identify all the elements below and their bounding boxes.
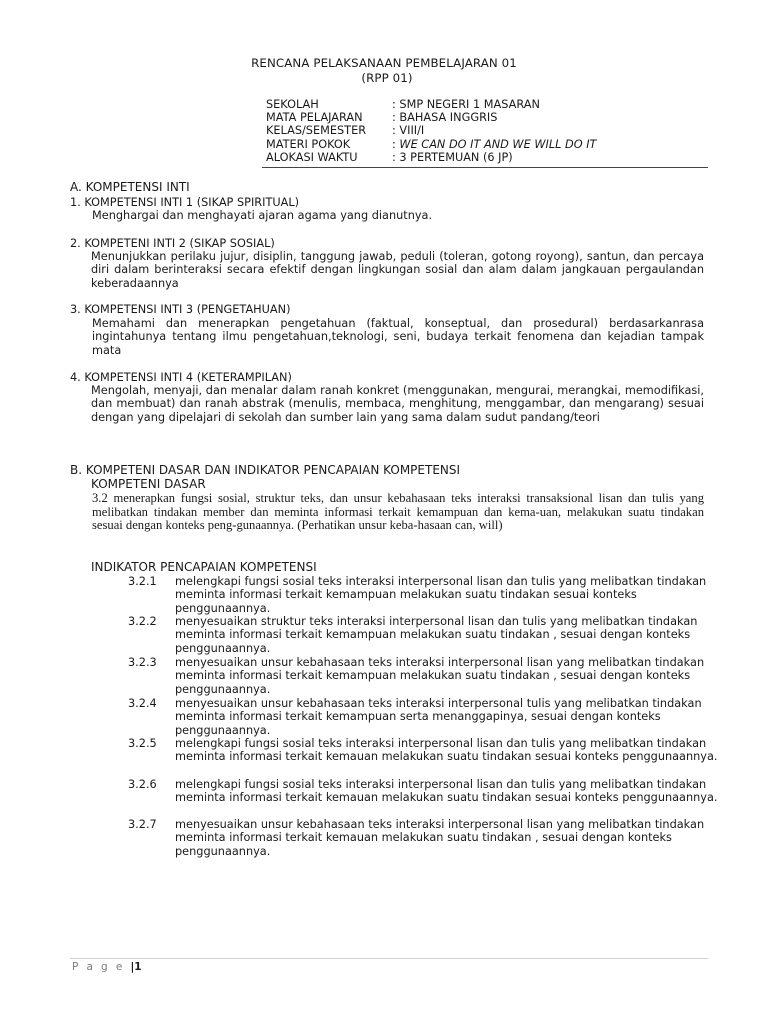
header-divider [262,167,708,168]
indicator-number: 3.2.3 [128,656,157,669]
indicator-number: 3.2.7 [128,818,157,831]
indicator-text: melengkapi fungsi sosial teks interaksi interpersonal lisan dan tulis yang melibatkan tindakan meminta informasi terkait kemauan melakukan suatu tindakan sesuai konteks penggunaannya. [175,737,718,764]
page-number: |1 [130,961,142,973]
ki2-text: Menunjukkan perilaku jujur, disiplin, tanggung jawab, peduli (toleran, gotong royong), santun, dan percaya diri dalam berinteraksi secara efektif dengan lingkungan sosial dan alam dalam jangkauan pergaulandan keberadaannya [91,250,704,290]
info-value-class: : VIII/I [392,124,425,137]
info-label-topic: MATERI POKOK [266,138,351,151]
info-value-subject: : BAHASA INGGRIS [392,111,498,124]
kd-text: 3.2 menerapkan fungsi sosial, struktur teks, dan unsur kebahasaan teks interaksi transaksional lisan dan tulis yang melibatkan tindakan member dan meminta informasi terkait kemampuan dan kema-uan, melakukan suatu tindakan sesuai dengan konteks peng-gunaannya. (Perhatikan unsur keba-hasaan can, will) [92,491,704,533]
indicator-text: menyesuaikan unsur kebahasaan teks interaksi interpersonal lisan yang melibatkan tindakan meminta informasi terkait kemauan melakukan suatu tindakan , sesuai dengan konteks penggunaannya. [175,818,705,858]
indicator-number: 3.2.1 [128,575,157,588]
ki4-text: Mengolah, menyaji, dan menalar dalam ranah konkret (menggunakan, mengurai, merangkai, memodifikasi, dan membuat) dan ranah abstrak (menulis, membaca, menghitung, menggambar, dan mengarang) sesuai dengan yang dipelajari di sekolah dan sumber lain yang sama dalam sudut pandang/teori [91,384,704,424]
ki2-title: 2. KOMPETENI INTI 2 (SIKAP SOSIAL) [70,237,275,250]
info-value-topic [392,138,596,151]
indicator-text: menyesuaikan unsur kebahasaan teks interaksi interpersonal lisan yang melibatkan tindakan meminta informasi terkait kemampuan melakukan suatu tindakan , sesuai dengan konteks penggunaannya. [175,656,705,696]
info-value-topic-text: WE CAN DO IT AND WE WILL DO IT [399,138,597,151]
info-value-topic-prefix: : [392,138,400,151]
footer-divider [70,958,708,959]
indicator-number: 3.2.4 [128,697,157,710]
ki3-title: 3. KOMPETENSI INTI 3 (PENGETAHUAN) [70,303,291,316]
ipk-title: INDIKATOR PENCAPAIAN KOMPETENSI [91,560,317,574]
indicator-number: 3.2.5 [128,737,157,750]
ki4-title: 4. KOMPETENSI INTI 4 (KETERAMPILAN) [70,371,292,384]
ki1-title: 1. KOMPETENSI INTI 1 (SIKAP SPIRITUAL) [70,196,300,209]
document-subtitle: (RPP 01) [361,71,413,85]
kd-title: KOMPETENI DASAR [91,477,206,491]
page-label: P a g e [72,961,125,973]
info-value-time: : 3 PERTEMUAN (6 JP) [392,151,513,164]
info-label-time: ALOKASI WAKTU [266,151,358,164]
indicator-text: melengkapi fungsi sosial teks interaksi interpersonal lisan dan tulis yang melibatkan tindakan meminta informasi terkait kemampuan melakukan suatu tindakan sesuai konteks penggunaannya. [175,575,707,615]
page-footer [72,961,142,974]
info-label-class: KELAS/SEMESTER [266,124,367,137]
info-value-school: : SMP NEGERI 1 MASARAN [392,98,540,111]
info-label-school: SEKOLAH [266,98,319,111]
section-b-heading: B. KOMPETENI DASAR DAN INDIKATOR PENCAPAIAN KOMPETENSI [70,463,461,477]
info-label-subject: MATA PELAJARAN [266,111,363,124]
indicator-number: 3.2.6 [128,778,157,791]
indicator-text: melengkapi fungsi sosial teks interaksi interpersonal lisan dan tulis yang melibatkan tindakan meminta informasi terkait kemauan melakukan suatu tindakan sesuai konteks penggunaannya. [175,778,718,805]
ki3-text: Memahami dan menerapkan pengetahuan (faktual, konseptual, dan prosedural) berdasarkanrasa ingintahunya tentang ilmu pengetahuan,teknologi, seni, budaya terkait fenomena dan kejadian tampak mata [92,317,704,357]
document-title: RENCANA PELAKSANAAN PEMBELAJARAN 01 [251,56,517,70]
indicator-number: 3.2.2 [128,615,157,628]
ki1-text: Menghargai dan menghayati ajaran agama yang dianutnya. [92,209,433,222]
section-a-heading: A. KOMPETENSI INTI [70,180,190,194]
indicator-text: menyesuaikan struktur teks interaksi interpersonal lisan dan tulis yang melibatkan tindakan meminta informasi terkait kemampuan melakukan suatu tindakan , sesuai dengan konteks penggunaannya. [175,615,698,655]
indicator-text: menyesuaikan unsur kebahasaan teks interaksi interpersonal tulis yang melibatkan tindakan meminta informasi terkait kemampuan serta menanggapinya, sesuai dengan konteks penggunaannya. [175,697,702,737]
